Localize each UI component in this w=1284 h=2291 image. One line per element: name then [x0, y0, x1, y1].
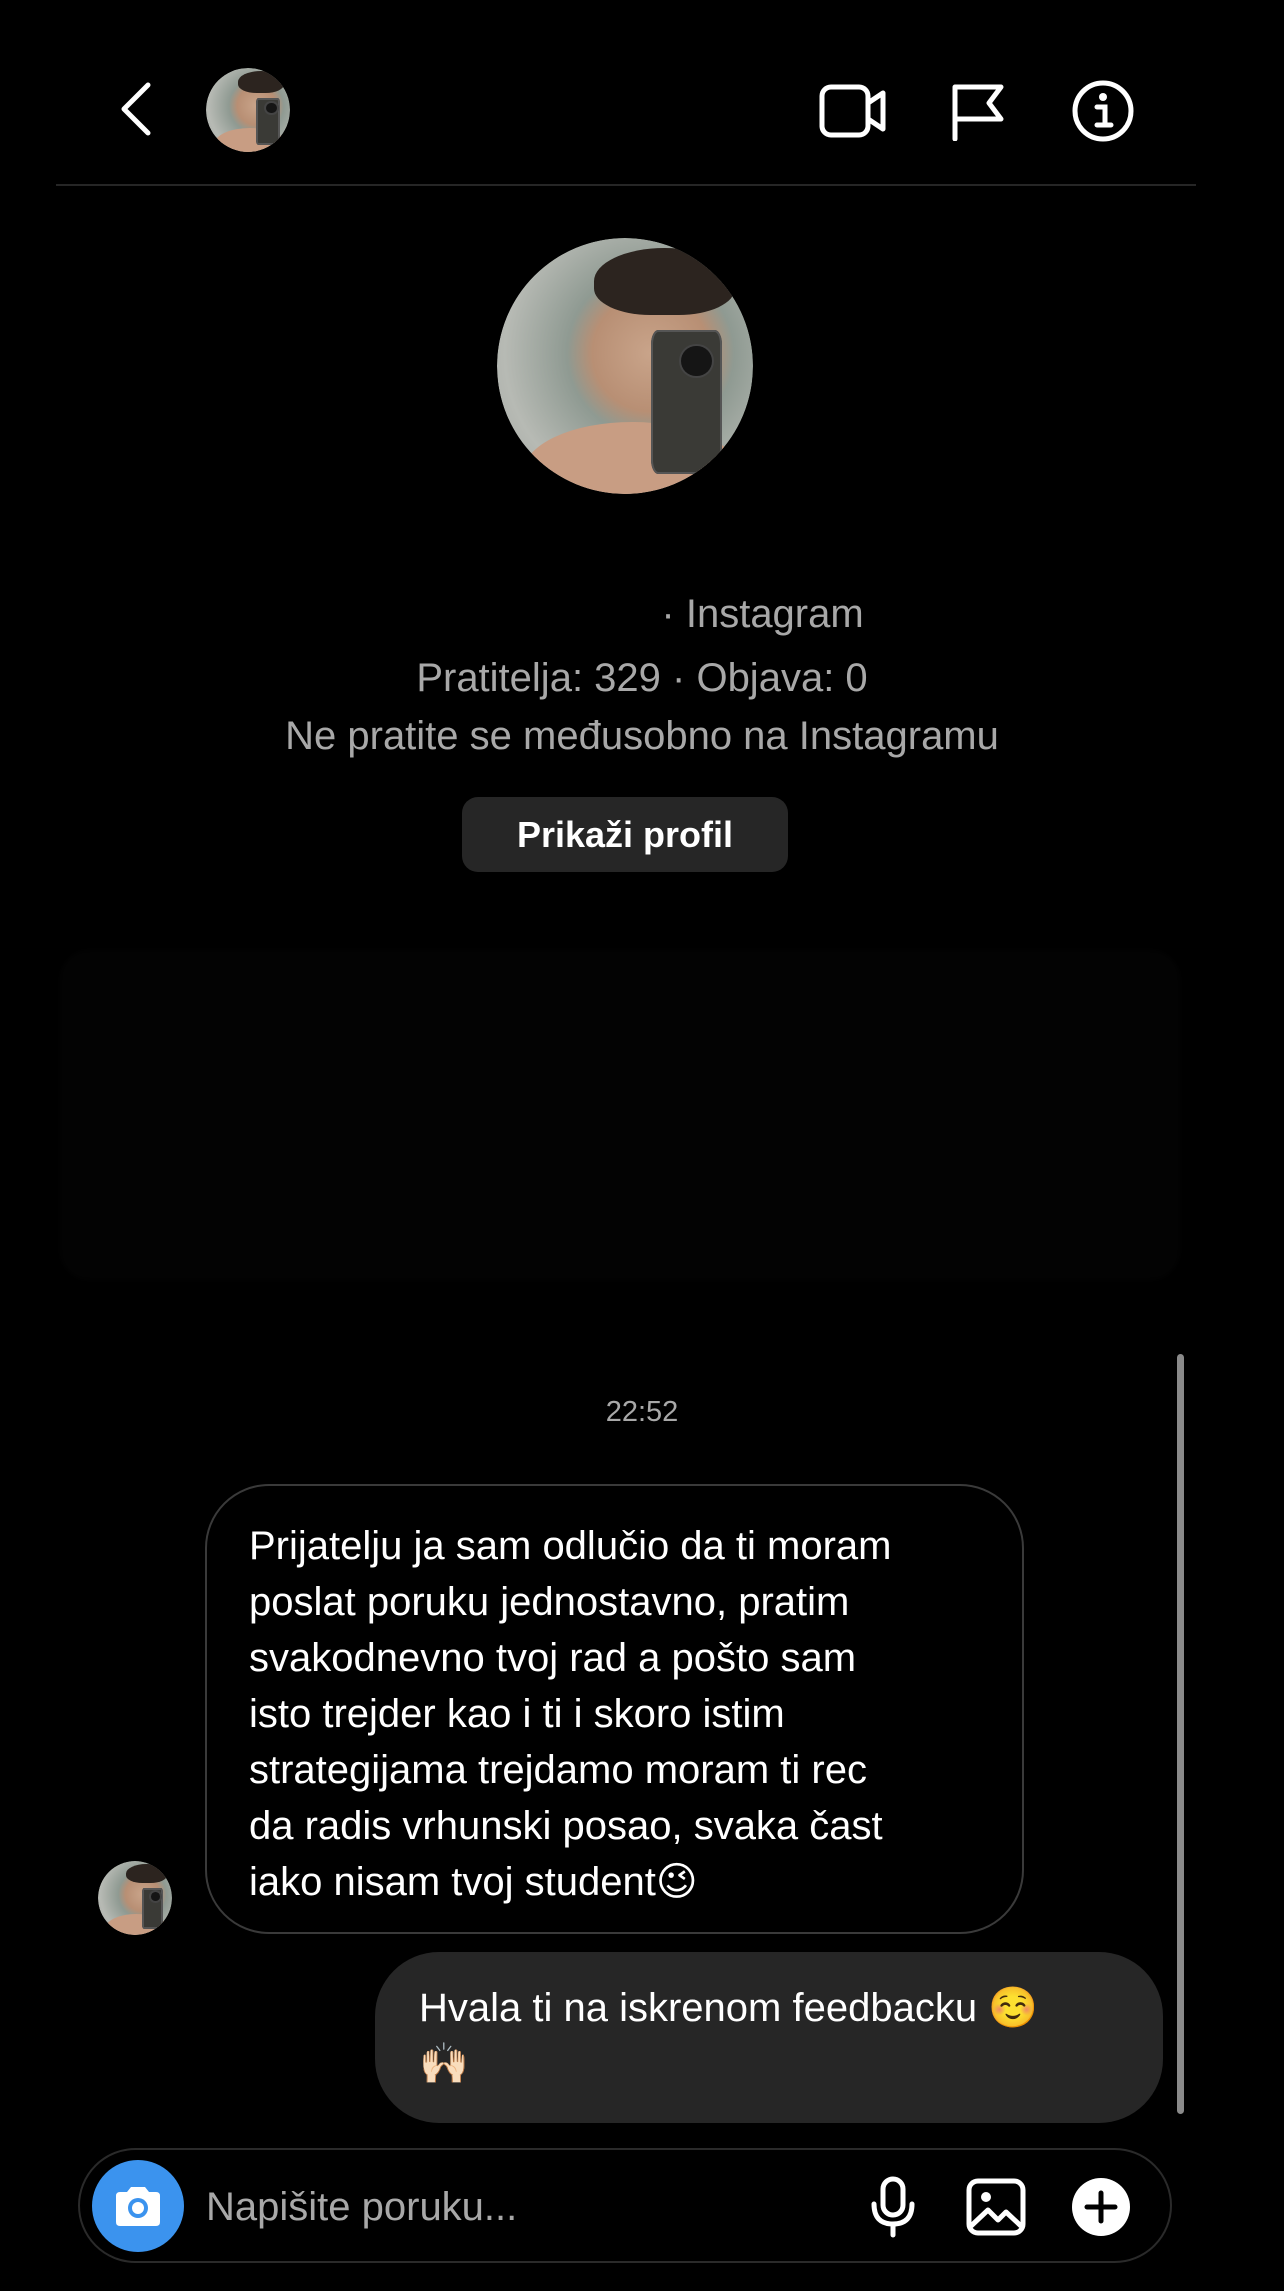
platform-label: · Instagram	[661, 592, 864, 636]
message-timestamp: 22:52	[605, 1396, 679, 1428]
info-button[interactable]	[1068, 78, 1138, 144]
report-button[interactable]	[943, 78, 1013, 144]
video-call-button[interactable]	[818, 78, 888, 144]
sender-photo	[98, 1861, 172, 1935]
chat-header	[56, 0, 1196, 186]
gallery-button[interactable]	[961, 2172, 1031, 2242]
gallery-icon	[966, 2178, 1026, 2236]
more-options-button[interactable]	[1066, 2172, 1136, 2242]
back-button[interactable]	[106, 78, 166, 140]
info-icon	[1071, 79, 1135, 143]
voice-message-button[interactable]	[858, 2172, 928, 2242]
camera-button[interactable]	[92, 2160, 184, 2252]
follow-relation: Ne pratite se međusobno na Instagramu	[285, 714, 999, 758]
camera-icon	[112, 2184, 164, 2228]
incoming-message[interactable]: Prijatelju ja sam odlučio da ti moram poslat poruku jednostavno, pratim svakodnevno tvoj rad a pošto sam isto trejder kao i ti i skoro istim strategijama trejdamo moram ti rec da radis vrhunski posao, svaka čast iako nisam tvoj student😉	[205, 1484, 1024, 1934]
video-call-icon	[819, 83, 887, 139]
plus-icon	[1071, 2177, 1131, 2237]
microphone-icon	[869, 2176, 917, 2238]
sender-avatar[interactable]	[98, 1861, 172, 1935]
back-icon	[116, 79, 156, 139]
view-profile-button[interactable]: Prikaži profil	[462, 797, 788, 872]
profile-photo	[497, 238, 753, 494]
outgoing-message[interactable]: Hvala ti na iskrenom feedbacku ☺️ 🙌🏻	[375, 1952, 1163, 2123]
profile-source	[0, 592, 1284, 637]
message-input[interactable]	[206, 2172, 806, 2242]
redacted-area	[60, 950, 1180, 1280]
avatar-image	[206, 68, 290, 152]
profile-stats: Pratitelja: 329 · Objava: 0	[416, 656, 868, 700]
message-composer	[78, 2148, 1172, 2263]
header-avatar[interactable]	[206, 68, 290, 152]
scrollbar[interactable]	[1177, 1354, 1184, 2114]
flag-icon	[949, 81, 1007, 141]
redacted-username	[420, 596, 650, 636]
profile-avatar[interactable]	[497, 238, 753, 494]
